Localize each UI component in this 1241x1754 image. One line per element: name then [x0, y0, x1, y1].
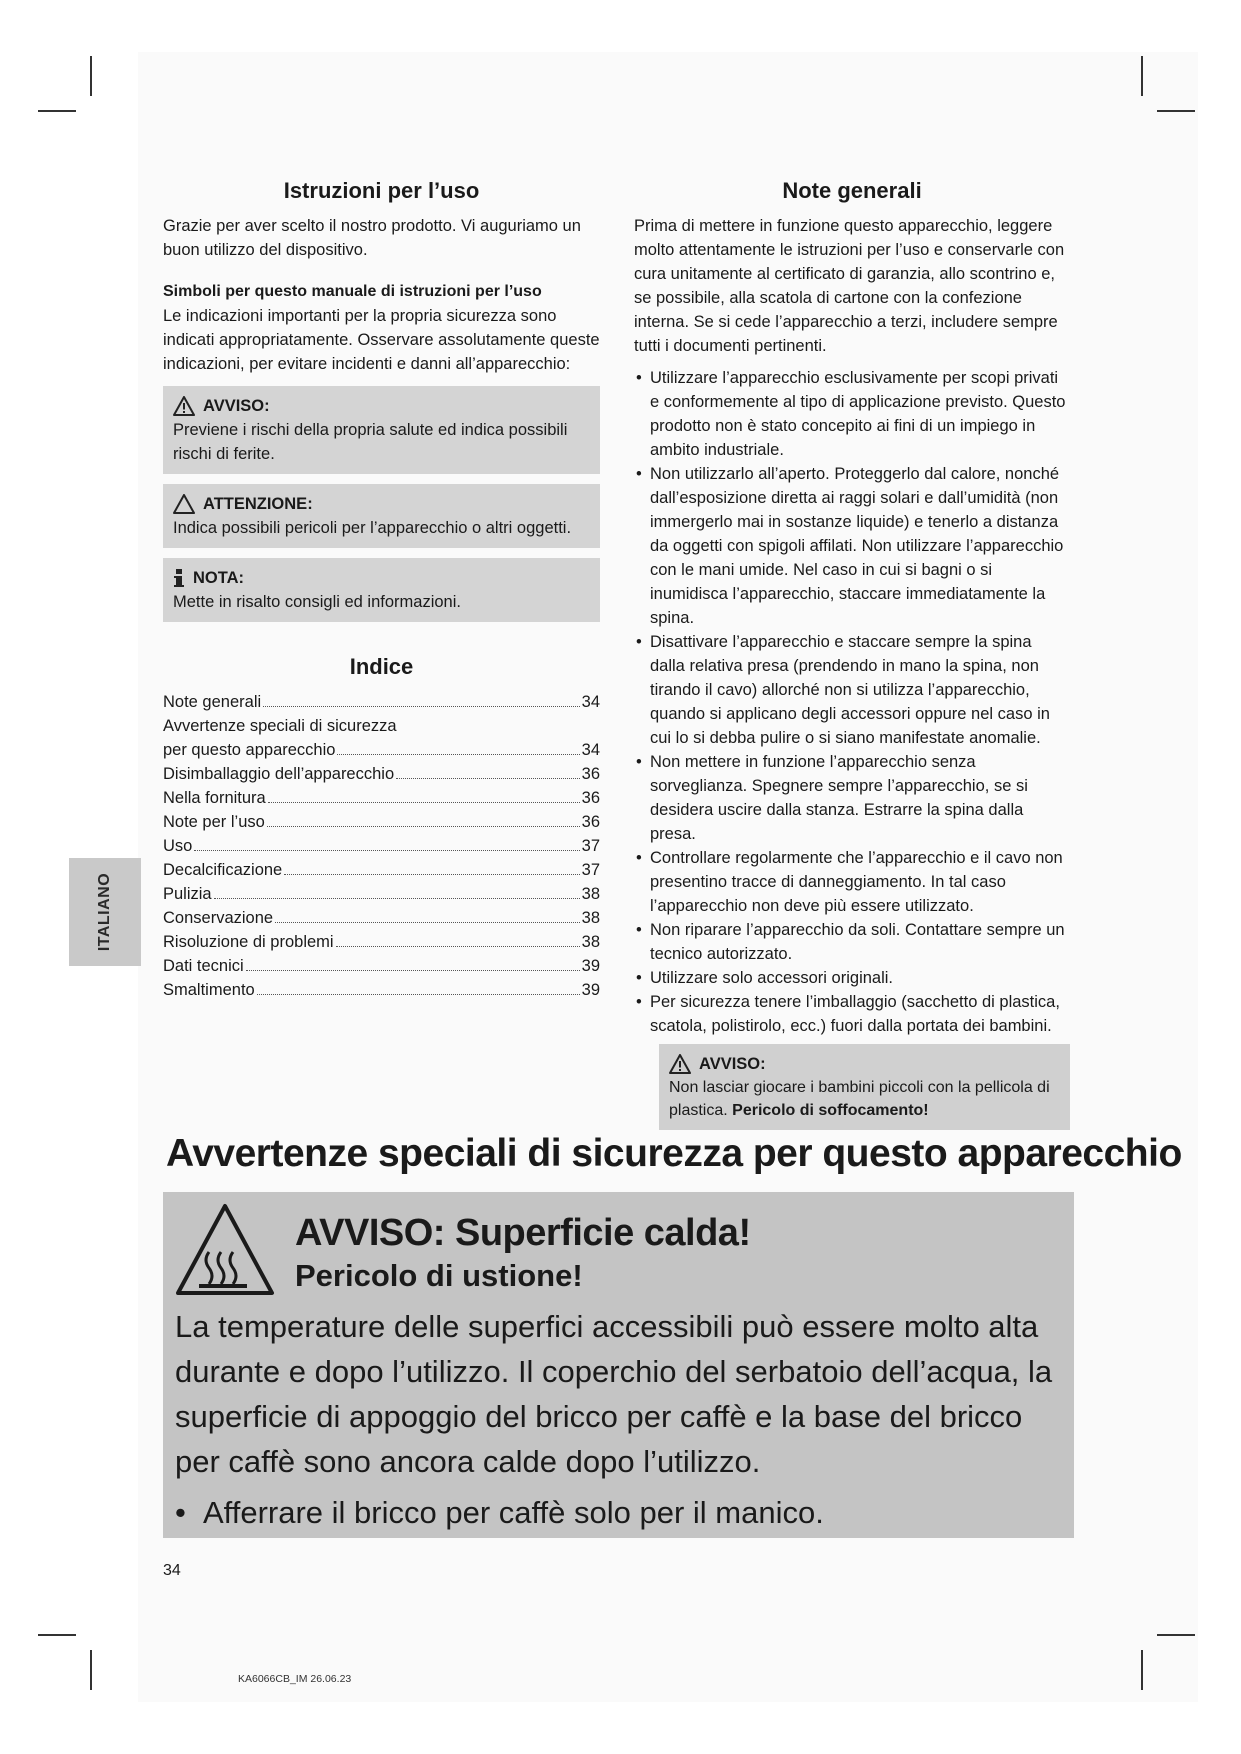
toc-row: Dati tecnici 39: [163, 957, 600, 975]
symbols-text: Le indicazioni importanti per la propria sicurezza sono indicati appropriatamente. Osservare assolutamente queste indicazioni, per evitare incidenti e danni all’apparecchio:: [163, 307, 600, 373]
warning-triangle-icon: [173, 396, 195, 416]
crop-mark: [90, 1650, 92, 1690]
right-column: [634, 178, 1070, 1130]
index-title: Indice: [349, 654, 414, 679]
warning-triangle-icon: [173, 494, 195, 514]
info-icon: [173, 568, 185, 588]
hot-surface-warning-box: [163, 1192, 1074, 1538]
note-label: NOTA:: [193, 569, 245, 587]
note-label: AVVISO:: [203, 397, 270, 415]
note-text: Indica possibili pericoli per l’apparecchio o altri oggetti.: [173, 519, 572, 537]
general-bullets: [634, 366, 1070, 1038]
hot-surface-text: La temperature delle superfici accessibili può essere molto alta durante e dopo l’utilizzo. Il coperchio del serbatoio dell’acqua, la superficie di appoggio del bricco per caffè e la base del bricco per caffè sono ancora calde dopo l’utilizzo.: [175, 1309, 1053, 1479]
crop-mark: [38, 110, 76, 112]
crop-mark: [38, 1634, 76, 1636]
list-item: • Disattivare l’apparecchio e staccare sempre la spina dalla relativa presa (prendendo in mano la spina, non tirando il cavo) allorché non si utilizza l’apparecchio, quando si applicano degli accessori oppure nel caso in cui lo si debba pulire o si siano manifestate anomalie.: [634, 630, 1070, 750]
list-item: • Controllare regolarmente che l’apparecchio e il cavo non presentino tracce di danneggiamento. In tal caso l’apparecchio non deve più essere utilizzato.: [634, 846, 1070, 918]
toc-row: Pulizia 38: [163, 885, 600, 903]
toc-row-label: Avvertenze speciali di sicurezza: [163, 717, 397, 735]
general-intro: Prima di mettere in funzione questo apparecchio, leggere molto attentamente le istruzioni per l’uso e conservarle con cura unitamente al certificato di garanzia, allo scontrino e, se possibile, alla scatola di cartone con la confezione interna. Se si cede l’apparecchio a terzi, includere sempre tutti i documenti pertinenti.: [634, 217, 1065, 355]
toc-row: Nella fornitura 36: [163, 789, 600, 807]
language-label: ITALIANO: [96, 872, 113, 952]
toc-row: Decalcificazione 37: [163, 861, 600, 879]
note-text: Mette in risalto consigli ed informazioni.: [173, 593, 461, 611]
footer-code: KA6066CB_IM 26.06.23: [238, 1673, 352, 1685]
list-item: • Per sicurezza tenere l’imballaggio (sacchetto di plastica, scatola, polistirolo, ecc.) fuori dalla portata dei bambini.: [634, 990, 1070, 1038]
crop-mark: [1141, 56, 1143, 96]
crop-mark: [1141, 1650, 1143, 1690]
crop-mark: [1157, 110, 1195, 112]
burn-danger-subheading: Pericolo di ustione!: [295, 1258, 583, 1293]
toc-row: Conservazione 38: [163, 909, 600, 927]
note-text: Previene i rischi della propria salute ed indica possibili rischi di ferite.: [173, 421, 568, 463]
warning-box-children: [659, 1044, 1070, 1130]
list-item: • Non riparare l’apparecchio da soli. Contattare sempre un tecnico autorizzato.: [634, 918, 1070, 966]
warning-emphasis: Pericolo di soffocamento!: [732, 1102, 929, 1119]
hot-surface-bullet: • Afferrare il bricco per caffè solo per il manico.: [175, 1495, 824, 1530]
warning-text: Non lasciar giocare i bambini piccoli con la pellicola di plastica. Pericolo di soffocamento!: [669, 1079, 1050, 1119]
safety-title: Avvertenze speciali di sicurezza per questo apparecchio: [166, 1132, 1182, 1175]
list-item: • Utilizzare solo accessori originali.: [634, 966, 1070, 990]
note-label: ATTENZIONE:: [203, 495, 313, 513]
instructions-title: Istruzioni per l’uso: [283, 178, 480, 203]
toc-row: Note generali 34: [163, 693, 600, 711]
instructions-intro: Grazie per aver scelto il nostro prodotto. Vi auguriamo un buon utilizzo del dispositivo.: [163, 217, 581, 259]
note-box-attention: [163, 484, 600, 548]
language-tab: [69, 858, 141, 966]
symbols-heading: Simboli per questo manuale di istruzioni per l’uso: [163, 283, 542, 300]
list-item: • Non utilizzarlo all’aperto. Proteggerlo dal calore, nonché dall’esposizione diretta ai raggi solari e dall’umidità (non immergerlo mai in sostanze liquide) e tenerlo a distanza da oggetti con spigoli affilati. Non utilizzare l’apparecchio con le mani umide. Nel caso in cui si bagni o si inumidisca l’apparecchio, staccare immediatamente la spina.: [634, 462, 1070, 630]
toc-row: Risoluzione di problemi 38: [163, 933, 600, 951]
toc-row: Uso 37: [163, 837, 600, 855]
toc-row: Note per l’uso 36: [163, 813, 600, 831]
note-box-info: [163, 558, 600, 622]
general-title: Note generali: [782, 178, 922, 203]
crop-mark: [90, 56, 92, 96]
hot-surface-heading: AVVISO: Superficie calda!: [295, 1212, 751, 1254]
warning-label: AVVISO:: [699, 1055, 766, 1073]
list-item: • Non mettere in funzione l’apparecchio senza sorveglianza. Spegnere sempre l’apparecchio, se si desidera uscire dalla stanza. Estrarre la spina dalla presa.: [634, 750, 1070, 846]
toc-row: Smaltimento 39: [163, 981, 600, 999]
crop-mark: [1157, 1634, 1195, 1636]
list-item: • Utilizzare l’apparecchio esclusivamente per scopi privati e conformemente al tipo di applicazione previsto. Questo prodotto non è stato concepito ai fini di un impiego in ambito industriale.: [634, 366, 1070, 462]
hot-surface-icon: [175, 1202, 275, 1298]
left-column: [163, 178, 600, 1002]
note-box-warning: [163, 386, 600, 474]
toc-row: Disimballaggio dell’apparecchio 36: [163, 765, 600, 783]
toc-row: per questo apparecchio 34: [163, 741, 600, 759]
page-number: 34: [163, 1562, 181, 1579]
warning-triangle-icon: [669, 1054, 691, 1074]
